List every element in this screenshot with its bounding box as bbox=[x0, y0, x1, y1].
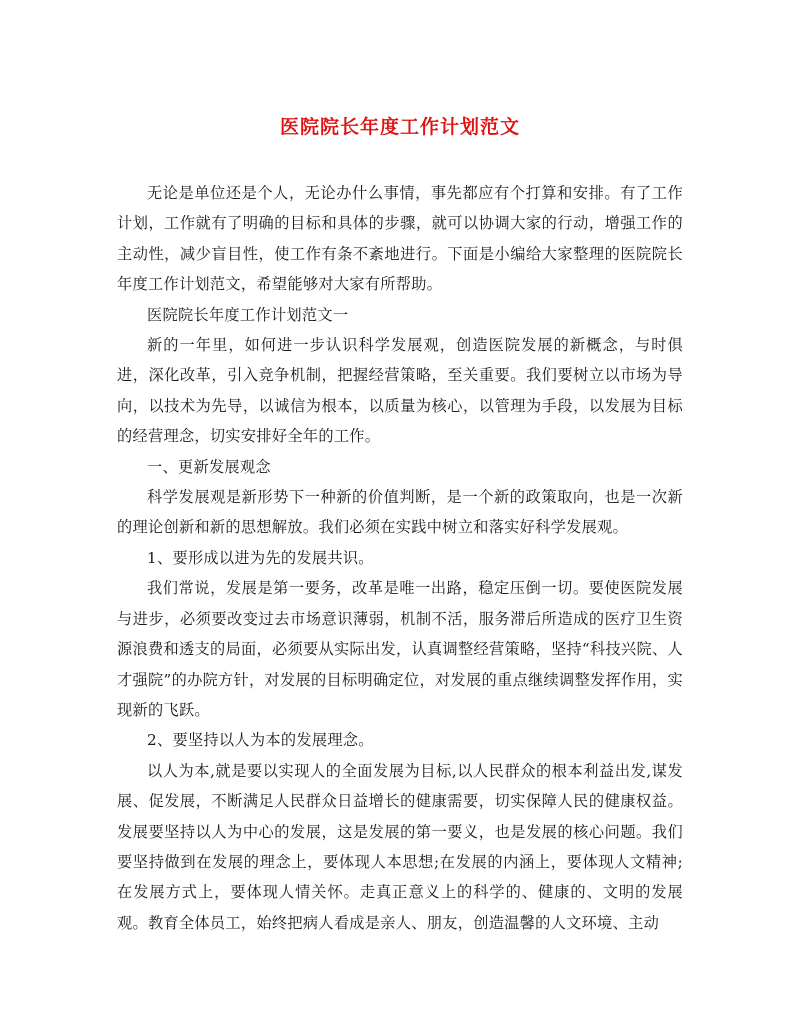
subheading-consensus: 1、要形成以进为先的发展共识。 bbox=[147, 548, 374, 567]
section-heading-plan-one: 医院院长年度工作计划范文一 bbox=[147, 305, 349, 324]
document-title: 医院院长年度工作计划范文 bbox=[279, 116, 520, 138]
section-heading-update-concept: 一、更新发展观念 bbox=[147, 457, 271, 476]
paragraph-development-first: 我们常说，发展是第一要务，改革是唯一出路，稳定压倒一切。要使医院发展与进步，必须要改变过去市场意识薄弱，机制不活，服务滞后所造成的医疗卫生资源浪费和透支的局面，必须要从实际出发，认真调整经营策略，坚持“科技兴院、人才强院”的办院方针，对发展的目标明确定位，对发展的重点继续调整发挥作用，实现新的飞跃。 bbox=[117, 579, 683, 719]
paragraph-new-year: 新的一年里，如何进一步认识科学发展观，创造医院发展的新概念，与时俱进，深化改革，引入竞争机制，把握经营策略，至关重要。我们要树立以市场为导向，以技术为先导，以诚信为根本，以质量为核心，以管理为手段，以发展为目标的经营理念，切实安排好全年的工作。 bbox=[117, 336, 683, 446]
subheading-people-oriented: 2、要坚持以人为本的发展理念。 bbox=[147, 731, 374, 750]
paragraph-intro: 无论是单位还是个人，无论办什么事情，事先都应有个打算和安排。有了工作计划，工作就有了明确的目标和具体的步骤，就可以协调大家的行动，增强工作的主动性，减少盲目性，使工作有条不紊地进行。下面是小编给大家整理的医院院长年度工作计划范文，希望能够对大家有所帮助。 bbox=[117, 184, 683, 294]
paragraph-people-oriented: 以人为本,就是要以实现人的全面发展为目标,以人民群众的根本利益出发,谋发展、促发展，不断满足人民群众日益增长的健康需要，切实保障人民的健康权益。发展要坚持以人为中心的发展，这是发展的第一要义，也是发展的核心问题。我们要坚持做到在发展的理念上，要体现人本思想;在发展的内涵上，要体现人文精神;在发展方式上，要体现人情关怀。走真正意义上的科学的、健康的、文明的发展观。教育全体员工，始终把病人看成是亲人、朋友，创造温馨的人文环境、主动 bbox=[117, 761, 683, 932]
document-body bbox=[117, 178, 683, 938]
paragraph-scientific-development: 科学发展观是新形势下一种新的价值判断，是一个新的政策取向，也是一次新的理论创新和新的思想解放。我们必须在实践中树立和落实好科学发展观。 bbox=[117, 488, 683, 537]
